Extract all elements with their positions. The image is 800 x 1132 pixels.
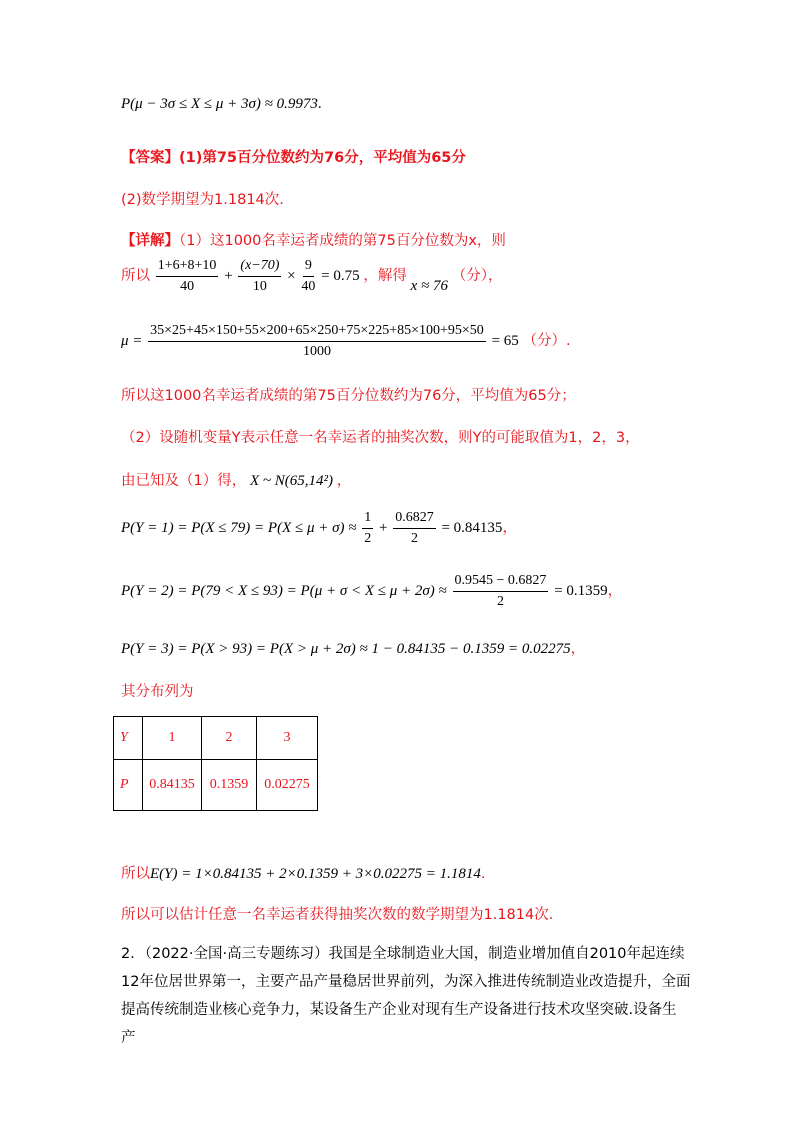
solve-text: ，解得 <box>363 267 407 284</box>
conclusion-1: 所以这1000名幸运者成绩的第75百分位数约为76分，平均值为65分； <box>121 388 576 404</box>
expectation-line: 所以E(Y) = 1×0.84135 + 2×0.1359 + 3×0.02275 = 1.1814. <box>121 866 486 882</box>
problem-2-paragraph <box>121 940 691 1052</box>
py1-line: P(Y = 1) = P(X ≤ 79) = P(X ≤ μ + σ) ≈ $\frac{1}{2}$ + $\frac{0.6827}{2}$ = 0.84135， <box>121 510 517 546</box>
known-prefix: 由已知及（1）得， <box>121 473 247 489</box>
mean-equation-line <box>121 323 571 360</box>
x-approx: x ≈ 76 <box>410 277 448 294</box>
prob-3sigma-text: P(μ − 3σ ≤ X ≤ μ + 3σ) ≈ 0.9973 <box>121 96 318 112</box>
fraction-1: $\frac{1+6+8+10}{40}$ <box>157 258 217 294</box>
py2-left: P(Y = 2) = P(79 < X ≤ 93) = P(μ + σ < X ≤ μ + 2σ) ≈ <box>121 582 447 599</box>
equals-075: = 0.75 <box>321 267 360 284</box>
answer-line-1 <box>121 146 466 167</box>
table-cell: 2 <box>202 717 257 760</box>
table-row <box>114 717 318 760</box>
py2-line: P(Y = 2) = P(79 < X ≤ 93) = P(μ + σ < X ≤ μ + 2σ) ≈ $\frac{0.9545 - 0.6827}{2}$ = 0.1359， <box>121 573 623 609</box>
fraction-3: $\frac{9}{40}$ <box>301 258 316 294</box>
table-cell: 0.1359 <box>202 760 257 811</box>
part2-line: （2）设随机变量Y表示任意一名幸运者的抽奖次数，则Y的可能取值为1，2，3， <box>121 430 640 446</box>
expectation-formula: E(Y) = 1×0.84135 + 2×0.1359 + 3×0.02275 = 1.1814 <box>150 866 481 882</box>
py1-result: = 0.84135 <box>441 519 503 536</box>
mu-result: = 65 <box>491 332 519 349</box>
table-cell: 0.84135 <box>143 760 202 811</box>
conclusion-2: 所以可以估计任意一名幸运者获得抽奖次数的数学期望为1.1814次. <box>121 907 554 923</box>
mu-label: μ = <box>121 332 143 349</box>
table-cell: 1 <box>143 717 202 760</box>
py2-fraction: $\frac{0.9545 - 0.6827}{2}$ <box>454 573 547 609</box>
py2-result: = 0.1359 <box>554 582 608 599</box>
detail-tag: 【详解】 <box>121 233 179 249</box>
answer-part1: (1)第75百分位数约为76分，平均值为65分 <box>179 150 466 166</box>
unit-fen-period: （分）. <box>522 332 571 349</box>
problem-2-line-1: 2．（2022·全国·高三专题练习）我国是全球制造业大国，制造业增加值自2010年起连续 <box>121 946 685 962</box>
table-cell: Y <box>114 717 143 760</box>
ey-prefix: 所以 <box>121 866 150 882</box>
py3-text: P(Y = 3) = P(X > 93) = P(X > μ + 2σ) ≈ 1 − 0.84135 − 0.1359 = 0.02275 <box>121 641 571 657</box>
detail-line-1 <box>121 229 506 250</box>
so-prefix: 所以 <box>121 267 150 284</box>
distribution-label: 其分布列为 <box>121 684 194 700</box>
table-cell: 3 <box>257 717 318 760</box>
answer-line-2 <box>121 188 284 209</box>
prob-3sigma-line: P(μ − 3σ ≤ X ≤ μ + 3σ) ≈ 0.9973. <box>121 96 322 112</box>
py1-fraction-2: $\frac{0.6827}{2}$ <box>395 510 434 546</box>
problem-2-line-2: 12年位居世界第一，主要产品产量稳居世界前列，为深入推进传统制造业改造提升，全面 <box>121 974 691 990</box>
known-distribution-line: 由已知及（1）得， X ~ N(65,14²) ， <box>121 473 352 489</box>
distribution-table <box>113 716 318 811</box>
percentile-equation-line: 所以 $\frac{1+6+8+10}{40}$ + $\frac{(x-70)}{10}$ × $\frac{9}{40}$ = 0.75 ，解得 x ≈ 76 （分）， <box>121 258 503 294</box>
table-row <box>114 760 318 811</box>
table-cell: 0.02275 <box>257 760 318 811</box>
mean-fraction: $\frac{35\times 25+45\times 150+55\times 200+65\times 250+75\times 225+85\times 100+95\times 50}{1000}$ <box>150 323 484 359</box>
table-cell: P <box>114 760 143 811</box>
fraction-2: $\frac{(x-70)}{10}$ <box>240 258 280 294</box>
problem-2-line-3: 提高传统制造业核心竞争力，某设备生产企业对现有生产设备进行技术攻坚突破.设备生产 <box>121 1002 677 1046</box>
py1-fraction-1: $\frac{1}{2}$ <box>364 510 372 546</box>
answer-part2: (2)数学期望为1.1814次. <box>121 192 284 208</box>
answer-tag: 【答案】 <box>121 150 179 166</box>
unit-fen-comma: （分）， <box>451 267 503 284</box>
py1-left: P(Y = 1) = P(X ≤ 79) = P(X ≤ μ + σ) ≈ <box>121 519 357 536</box>
detail-text-1: （1）这1000名幸运者成绩的第75百分位数为x，则 <box>179 233 506 249</box>
known-distribution: X ~ N(65,14²) <box>249 473 334 489</box>
py3-line: P(Y = 3) = P(X > 93) = P(X > μ + 2σ) ≈ 1 − 0.84135 − 0.1359 = 0.02275， <box>121 641 586 657</box>
